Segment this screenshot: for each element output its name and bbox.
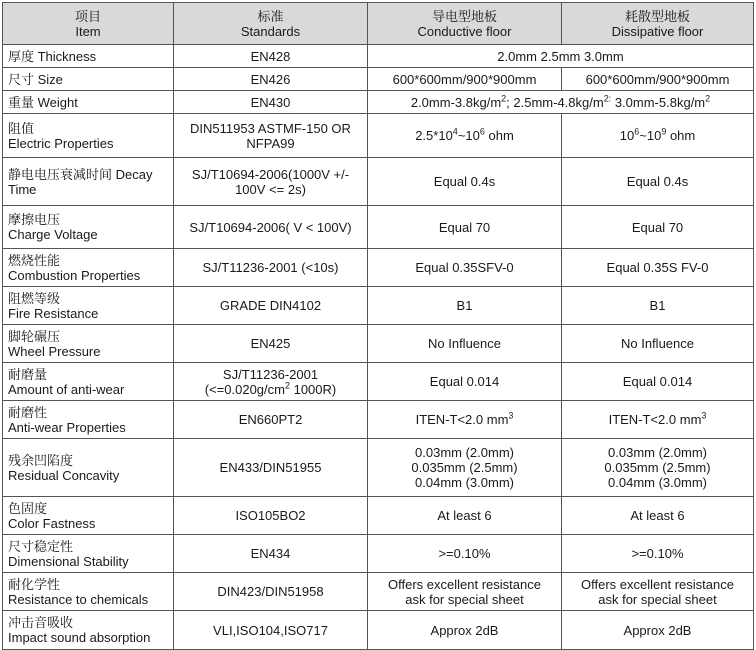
row-conductive: >=0.10% xyxy=(368,535,562,573)
row-item: 阻值 Electric Properties xyxy=(3,114,174,158)
row-standard: EN660PT2 xyxy=(174,401,368,439)
row-standard: EN434 xyxy=(174,535,368,573)
row-item: 重量 Weight xyxy=(3,91,174,114)
row-dissipative: At least 6 xyxy=(562,497,754,535)
row-conductive: Equal 0.4s xyxy=(368,158,562,206)
row-conductive: Equal 0.35SFV-0 xyxy=(368,249,562,287)
row-conductive: 600*600mm/900*900mm xyxy=(368,68,562,91)
row-dissipative: >=0.10% xyxy=(562,535,754,573)
row-standard: SJ/T11236-2001 ($<=0.020g/cm^2$ 1000R) xyxy=(174,363,368,401)
row-dissipative: B1 xyxy=(562,287,754,325)
row-item: 残余凹陷度 Residual Concavity xyxy=(3,439,174,497)
row-item: 耐化学性 Resistance to chemicals xyxy=(3,573,174,611)
row-merged-value: $2.0mm-3.8kg/m^2$; $2.5mm-4.8kg/m^{2:}$ $3.0mm-5.8kg/m^2$ xyxy=(368,91,754,114)
row-item: 尺寸稳定性 Dimensional Stability xyxy=(3,535,174,573)
row-conductive: 0.03mm (2.0mm) 0.035mm (2.5mm) 0.04mm (3.0mm) xyxy=(368,439,562,497)
table-row xyxy=(3,363,754,401)
row-item: 摩擦电压 Charge Voltage xyxy=(3,206,174,249)
row-dissipative: Offers excellent resistance ask for special sheet xyxy=(562,573,754,611)
row-item: 燃烧性能 Combustion Properties xyxy=(3,249,174,287)
row-standard: SJ/T10694-2006(1000V +/- 100V <= 2s) xyxy=(174,158,368,206)
row-dissipative: No Influence xyxy=(562,325,754,363)
header-dissipative: 耗散型地板 Dissipative floor xyxy=(562,3,754,45)
table-row xyxy=(3,45,754,68)
row-dissipative: Equal 0.4s xyxy=(562,158,754,206)
row-dissipative: Equal 0.35S FV-0 xyxy=(562,249,754,287)
table-row xyxy=(3,325,754,363)
row-standard: SJ/T10694-2006( V < 100V) xyxy=(174,206,368,249)
table-row xyxy=(3,497,754,535)
row-dissipative: Equal 0.014 xyxy=(562,363,754,401)
row-conductive: Equal 0.014 xyxy=(368,363,562,401)
row-conductive: Approx 2dB xyxy=(368,611,562,650)
table-row xyxy=(3,249,754,287)
table-row xyxy=(3,535,754,573)
table-row xyxy=(3,611,754,650)
row-item: 冲击音吸收 Impact sound absorption xyxy=(3,611,174,650)
table-row xyxy=(3,114,754,158)
table-row xyxy=(3,206,754,249)
row-conductive: B1 xyxy=(368,287,562,325)
row-merged-value: 2.0mm 2.5mm 3.0mm xyxy=(368,45,754,68)
row-standard: EN425 xyxy=(174,325,368,363)
spec-table xyxy=(2,2,754,650)
row-standard: EN428 xyxy=(174,45,368,68)
row-item: 静电电压衰减时间 Decay Time xyxy=(3,158,174,206)
table-row xyxy=(3,439,754,497)
row-dissipative: Equal 70 xyxy=(562,206,754,249)
row-conductive: Offers excellent resistance ask for special sheet xyxy=(368,573,562,611)
row-dissipative: 0.03mm (2.0mm) 0.035mm (2.5mm) 0.04mm (3.0mm) xyxy=(562,439,754,497)
row-item: 尺寸 Size xyxy=(3,68,174,91)
table-row xyxy=(3,573,754,611)
table-row xyxy=(3,158,754,206)
table-row xyxy=(3,68,754,91)
header-row xyxy=(3,3,754,45)
row-standard: SJ/T11236-2001 (<10s) xyxy=(174,249,368,287)
row-dissipative: Approx 2dB xyxy=(562,611,754,650)
row-conductive: No Influence xyxy=(368,325,562,363)
row-dissipative: ITEN-T<2.0 $mm^3$ xyxy=(562,401,754,439)
row-standard: EN426 xyxy=(174,68,368,91)
row-dissipative: $10^6\sim 10^9$ ohm xyxy=(562,114,754,158)
row-conductive: At least 6 xyxy=(368,497,562,535)
row-standard: EN430 xyxy=(174,91,368,114)
row-item: 阻燃等级 Fire Resistance xyxy=(3,287,174,325)
row-conductive: Equal 70 xyxy=(368,206,562,249)
row-item: 厚度 Thickness xyxy=(3,45,174,68)
row-standard: EN433/DIN51955 xyxy=(174,439,368,497)
header-conductive: 导电型地板 Conductive floor xyxy=(368,3,562,45)
table-row xyxy=(3,287,754,325)
header-item: 项目 Item xyxy=(3,3,174,45)
table-row xyxy=(3,401,754,439)
row-standard: ISO105BO2 xyxy=(174,497,368,535)
row-standard: GRADE DIN4102 xyxy=(174,287,368,325)
row-standard: DIN511953 ASTMF-150 OR NFPA99 xyxy=(174,114,368,158)
row-item: 耐磨量 Amount of anti-wear xyxy=(3,363,174,401)
row-conductive: $2.5*10^4\sim 10^6$ ohm xyxy=(368,114,562,158)
row-standard: DIN423/DIN51958 xyxy=(174,573,368,611)
row-item: 耐磨性 Anti-wear Properties xyxy=(3,401,174,439)
row-conductive: ITEN-T<2.0 $mm^3$ xyxy=(368,401,562,439)
row-item: 脚轮碾压 Wheel Pressure xyxy=(3,325,174,363)
table-row xyxy=(3,91,754,114)
row-item: 色固度 Color Fastness xyxy=(3,497,174,535)
row-standard: VLI,ISO104,ISO717 xyxy=(174,611,368,650)
header-standards: 标准 Standards xyxy=(174,3,368,45)
row-dissipative: 600*600mm/900*900mm xyxy=(562,68,754,91)
